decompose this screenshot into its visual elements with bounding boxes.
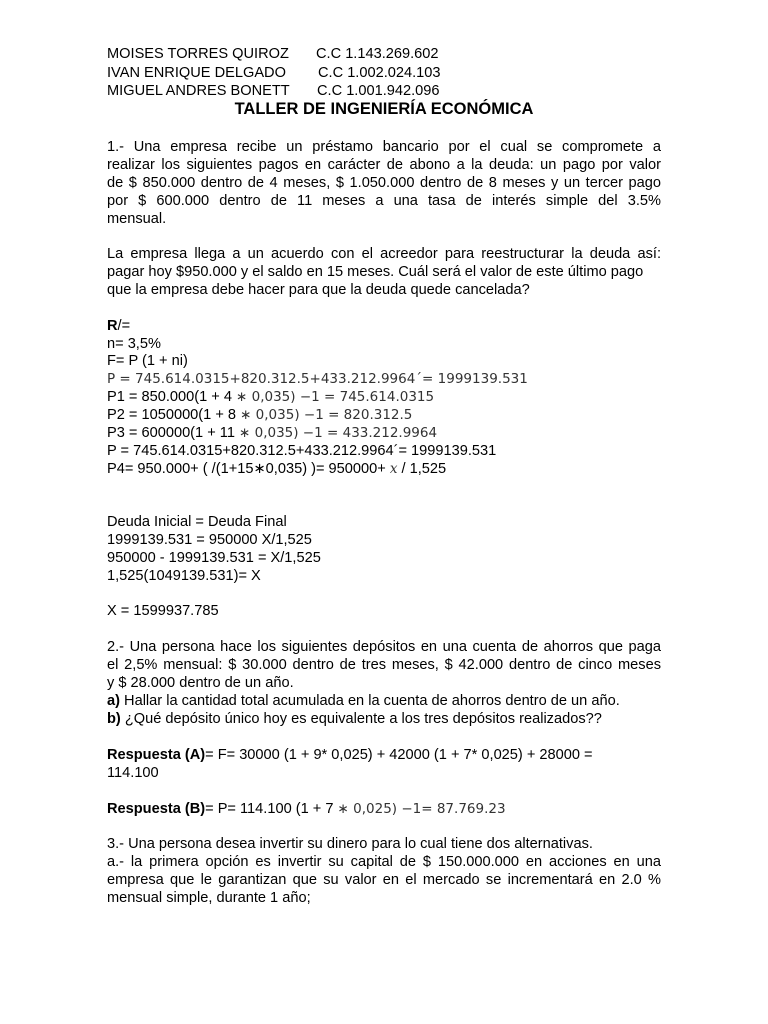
p2-resp-a-text: = F= 30000 (1 + 9* 0,025) + 42000 (1 + 7* 0,025) + 28000 =: [205, 747, 593, 763]
answer-label: [107, 317, 130, 335]
p2-b-label: b): [107, 711, 121, 727]
equation-result: X = 1599937.785: [107, 603, 219, 619]
p2-a-text: Hallar la cantidad total acumulada en la cuenta de ahorros dentro de un año.: [119, 693, 620, 709]
author-row: [107, 82, 440, 100]
p2-resp-b-text: = P= 114.100 (1 + 7: [205, 801, 338, 817]
p1-line: realizar los siguientes pagos en carácter de abono a la deuda: un pago por valor: [107, 157, 661, 173]
p2-response-a: [107, 746, 661, 764]
author-id: C.C 1.143.269.602: [316, 46, 439, 62]
equation-line: 1,525(1049139.531)= X: [107, 568, 261, 584]
calc-n: n= 3,5%: [107, 336, 161, 352]
p1-line: 1.- Una empresa recibe un préstamo bancario por el cual se compromete a: [107, 139, 661, 155]
p2-line: y $ 28.000 dentro de un año.: [107, 675, 294, 691]
calc-p2-left: P2 = 1050000(1 + 8: [107, 407, 241, 423]
calc-p4-x: x: [389, 461, 398, 477]
equation-line: 950000 - 1999139.531 = X/1,525: [107, 550, 321, 566]
p2-question-a: [107, 692, 620, 710]
equation-line: Deuda Inicial = Deuda Final: [107, 514, 287, 530]
p2-response-a-result: 114.100: [107, 765, 159, 781]
author-row: [107, 45, 439, 63]
p3-line: empresa que le garantizan que su valor en el mercado se incrementará en 2.0 %: [107, 872, 661, 888]
author-name: IVAN ENRIQUE DELGADO: [107, 65, 286, 81]
calc-p4-left: P4= 950.000+ ( /(1+15∗0,035) )= 950000+: [107, 461, 390, 477]
answer-r: R: [107, 318, 118, 334]
answer-r-suffix: /=: [117, 318, 131, 334]
calc-p4-right: / 1,525: [397, 461, 447, 477]
p1-para2-line: pagar hoy $950.000 y el saldo en 15 meses. Cuál será el valor de este último pago: [107, 264, 644, 280]
calc-p-sum: P = 745.614.0315+820.312.5+433.212.9964´= 1999139.531: [107, 443, 497, 459]
p1-line: por $ 600.000 dentro de 11 meses a una tasa de interés simple del 3.5%: [107, 193, 661, 209]
calc-p-formula: P = 745.614.0315+820.312.5+433.212.9964´= 1999139.531: [107, 371, 528, 387]
calc-p4: [107, 460, 446, 478]
author-id: C.C 1.002.024.103: [318, 65, 441, 81]
p2-resp-a-label: Respuesta (A): [107, 747, 206, 763]
calc-p3-left: P3 = 600000(1 + 11: [107, 425, 239, 441]
calc-p3-right: ∗ 0,035) −1 = 433.212.9964: [239, 425, 438, 441]
page-title: TALLER DE INGENIERÍA ECONÓMICA: [234, 100, 534, 118]
p2-question-b: [107, 710, 602, 728]
p1-line: mensual.: [107, 211, 167, 227]
author-name: MOISES TORRES QUIROZ: [107, 46, 289, 62]
calc-p1-right: ∗ 0,035) −1 = 745.614.0315: [236, 389, 435, 405]
p1-para2-line: La empresa llega a un acuerdo con el acreedor para reestructurar la deuda así:: [107, 246, 661, 262]
p3-line: a.- la primera opción es invertir su capital de $ 150.000.000 en acciones en una: [107, 854, 661, 870]
p3-line: 3.- Una persona desea invertir su dinero para lo cual tiene dos alternativas.: [107, 836, 593, 852]
p2-resp-b-label: Respuesta (B): [107, 801, 206, 817]
author-row: [107, 64, 441, 82]
p2-line: el 2,5% mensual: $ 30.000 dentro de tres meses, $ 42.000 dentro de cinco meses: [107, 657, 661, 673]
calc-f: F= P (1 + ni): [107, 353, 188, 369]
p2-line: 2.- Una persona hace los siguientes depósitos en una cuenta de ahorros que paga: [107, 639, 661, 655]
p2-response-b: [107, 800, 506, 818]
p2-resp-b-math: ∗ 0,025) −1= 87.769.23: [337, 801, 506, 817]
calc-p2-right: ∗ 0,035) −1 = 820.312.5: [240, 407, 413, 423]
author-id: C.C 1.001.942.096: [317, 83, 440, 99]
calc-p1-left: P1 = 850.000(1 + 4: [107, 389, 237, 405]
p3-line: mensual simple, durante 1 año;: [107, 890, 311, 906]
equation-line: 1999139.531 = 950000 X/1,525: [107, 532, 312, 548]
p2-a-label: a): [107, 693, 120, 709]
calc-p2: [107, 406, 412, 424]
p2-b-text: ¿Qué depósito único hoy es equivalente a los tres depósitos realizados??: [120, 711, 602, 727]
calc-p1: [107, 388, 434, 406]
p1-line: de $ 850.000 dentro de 4 meses, $ 1.050.000 dentro de 8 meses y un tercer pago: [107, 175, 661, 191]
author-name: MIGUEL ANDRES BONETT: [107, 83, 290, 99]
p1-para2-line: que la empresa debe hacer para que la deuda quede cancelada?: [107, 282, 530, 298]
calc-p3: [107, 424, 437, 442]
